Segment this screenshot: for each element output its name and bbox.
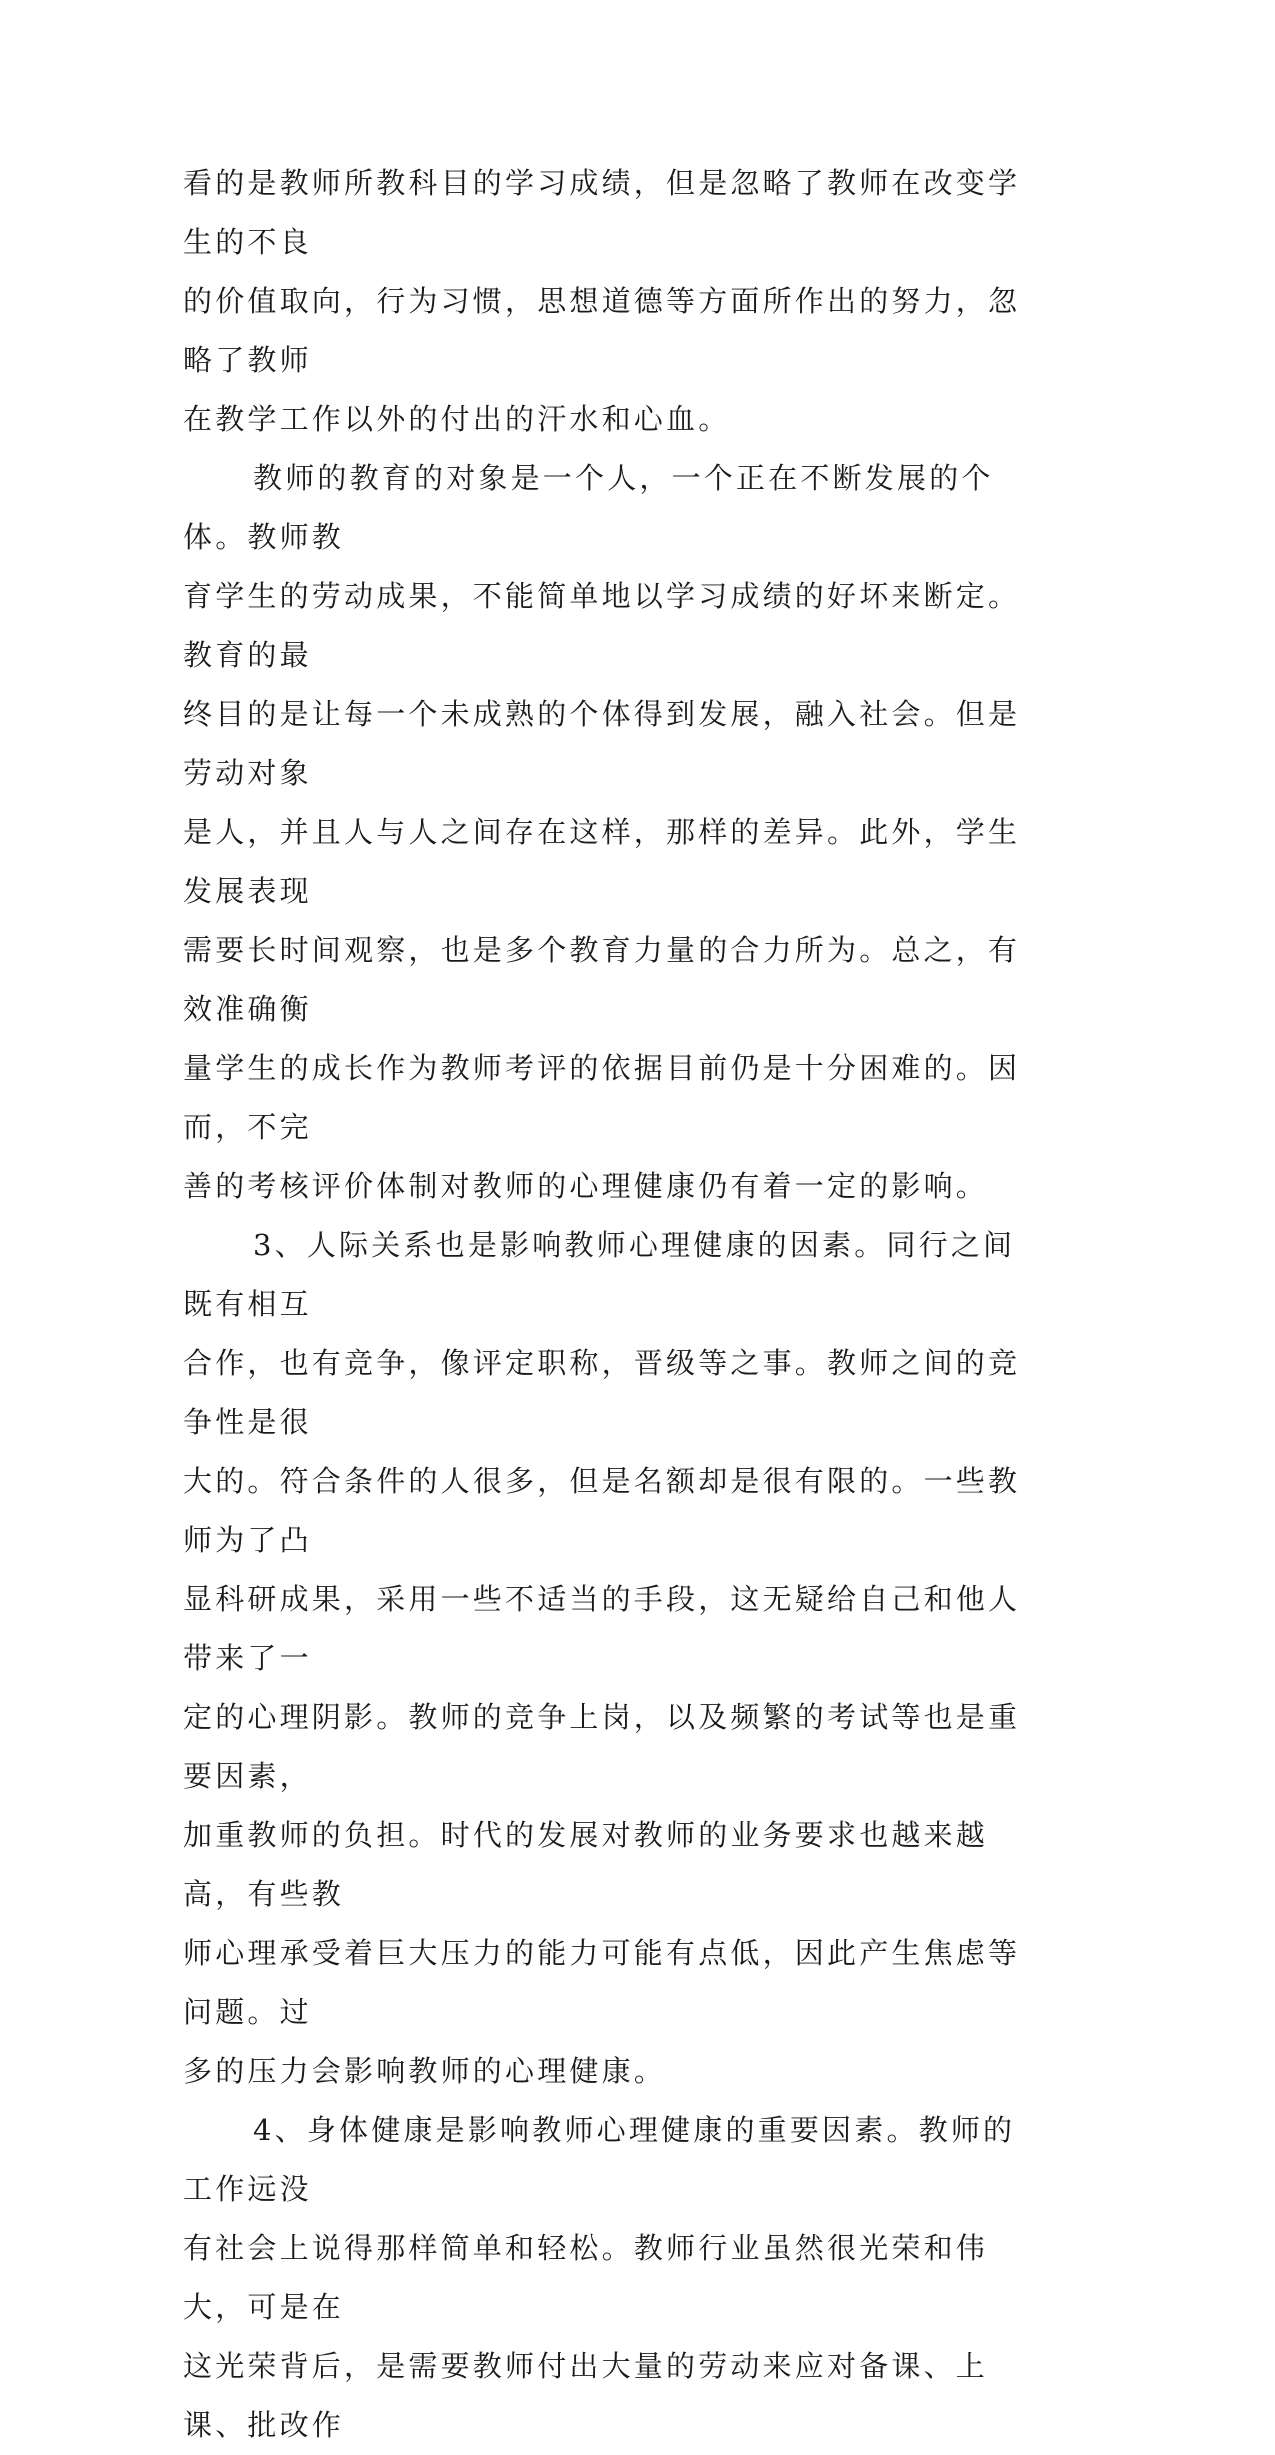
paragraph-physical-health: 4、身体健康是影响教师心理健康的重要因素。教师的工作远没 有社会上说得那样简单和轻松。教师行业虽然很光荣和伟大，可是在 这光荣背后，是需要教师付出大量的劳动来应对备课、上课、批改作: [183, 2113, 1016, 2442]
paragraph-interpersonal-relations: 3、人际关系也是影响教师心理健康的因素。同行之间既有相互 合作，也有竞争，像评定职称，晋级等之事。教师之间的竞争性是很 大的。符合条件的人很多，但是名额却是很有限的。一些教师为了凸 显科研成果，采用一些不适当的手段，这无疑给自己和他人带来了一 定的心理阴影。教师的竞争上岗，以及频繁的考试等也是重要因素， 加重教师的负担。时代的发展对教师的业务要求也越来越高，有些教 师心理承受着巨大压力的能力可能有点低，因此产生焦虑等问题。过 多的压力会影响教师的心理健康。: [183, 1228, 1021, 2088]
paragraph-education-object: 教师的教育的对象是一个人，一个正在不断发展的个体。教师教 育学生的劳动成果，不能简单地以学习成绩的好坏来断定。教育的最 终目的是让每一个未成熟的个体得到发展，融入社会。但是劳动对象 是人，并且人与人之间存在这样，那样的差异。此外，学生发展表现 需要长时间观察，也是多个教育力量的合力所为。总之，有效准确衡 量学生的成长作为教师考评的依据目前仍是十分困难的。因而，不完 善的考核评价体制对教师的心理健康仍有着一定的影响。: [183, 461, 1021, 1203]
body-text: [183, 154, 1033, 2455]
paragraph-continuation: 看的是教师所教科目的学习成绩，但是忽略了教师在改变学生的不良 的价值取向，行为习惯，思想道德等方面所作出的努力，忽略了教师 在教学工作以外的付出的汗水和心血。: [183, 166, 1021, 436]
